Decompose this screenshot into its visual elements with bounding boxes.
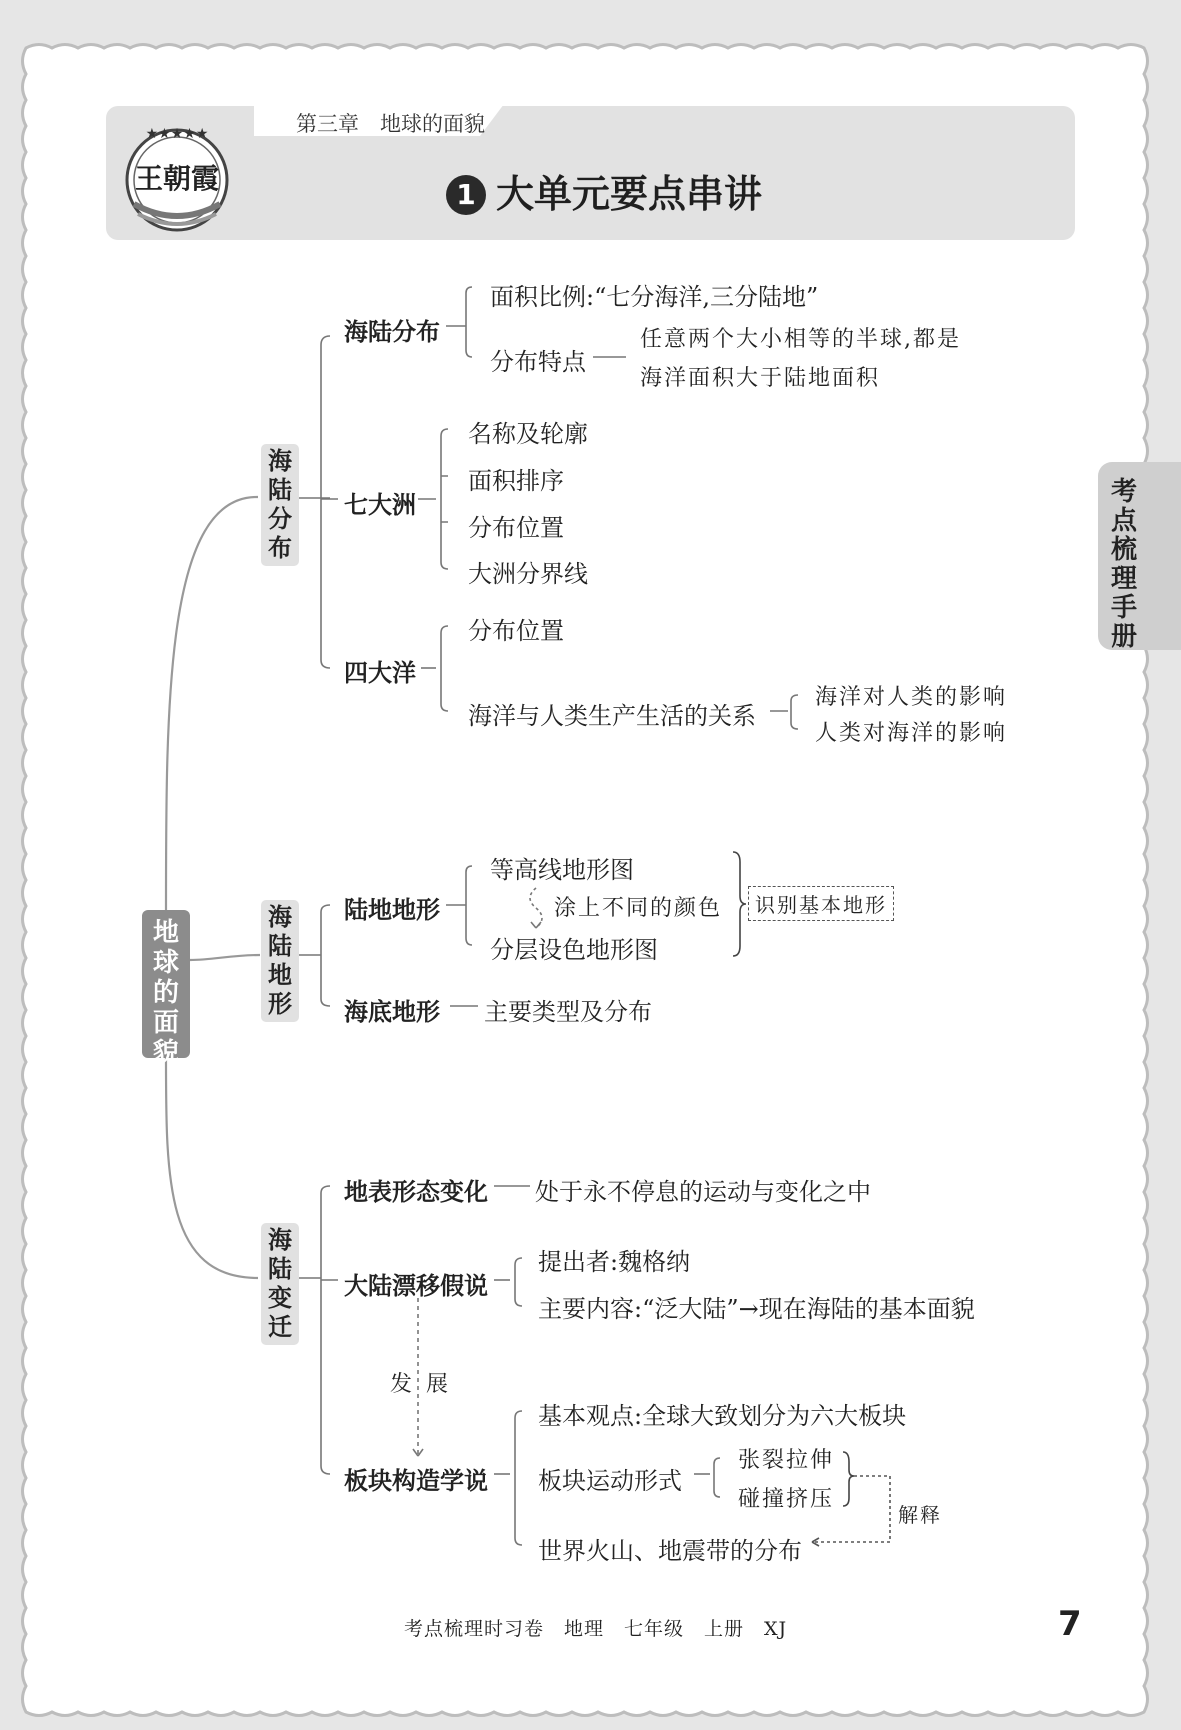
ocean-human-relation: 海洋与人类生产生活的关系	[468, 702, 756, 730]
color-note: 涂上不同的颜色	[554, 896, 723, 921]
motion-collision: 碰撞挤压	[738, 1487, 835, 1512]
feature-line-1: 任意两个大小相等的半球,都是	[640, 327, 961, 352]
svg-text:★★★★★: ★★★★★	[145, 126, 209, 142]
plate-motion-forms: 板块运动形式	[538, 1467, 682, 1495]
node-four-oceans: 四大洋	[344, 659, 416, 687]
plate-basic-view: 基本观点:全球大致划分为六大板块	[538, 1402, 907, 1430]
branch-hailu-bianqian: 海陆变迁	[261, 1223, 299, 1345]
continent-item-3: 分布位置	[468, 514, 564, 542]
node-plate-tectonics: 板块构造学说	[344, 1467, 488, 1495]
seabed-types: 主要类型及分布	[484, 998, 652, 1026]
layered-color-map: 分层设色地形图	[490, 936, 658, 964]
branch-hailu-dixing: 海陆地形	[261, 900, 299, 1022]
develop-label-2: 展	[426, 1372, 451, 1397]
root-node: 地球的面貌	[142, 910, 190, 1058]
node-land-terrain: 陆地地形	[344, 896, 440, 924]
node-surface-change: 地表形态变化	[344, 1178, 488, 1206]
surface-change-desc: 处于永不停息的运动与变化之中	[535, 1178, 871, 1206]
chapter-label: 第三章 地球的面貌	[296, 112, 485, 136]
develop-label-1: 发	[390, 1372, 415, 1397]
drift-proposer: 提出者:魏格纳	[538, 1248, 691, 1276]
footer-text: 考点梳理时习卷 地理 七年级 上册 XJ	[404, 1618, 788, 1640]
node-seven-continents: 七大洲	[344, 491, 416, 519]
logo-text: 王朝霞	[134, 162, 220, 195]
node-seabed-terrain: 海底地形	[344, 998, 440, 1026]
explain-label: 解释	[898, 1503, 942, 1527]
continent-item-4: 大洲分界线	[468, 560, 588, 588]
contour-map: 等高线地形图	[490, 856, 634, 884]
section-title-text: 大单元要点串讲	[496, 172, 763, 216]
drift-content: 主要内容:“泛大陆”→现在海陆的基本面貌	[538, 1295, 975, 1323]
ocean-distribution: 分布位置	[468, 617, 564, 645]
volcano-earthquake-belts: 世界火山、地震带的分布	[538, 1537, 802, 1565]
feature-line-2: 海洋面积大于陆地面积	[640, 366, 881, 391]
side-tab-label: 考点梳理手册	[1110, 477, 1137, 652]
human-effect-on-ocean: 人类对海洋的影响	[815, 721, 1008, 746]
identify-terrain-box: 识别基本地形	[748, 886, 894, 921]
node-continental-drift: 大陆漂移假说	[344, 1272, 488, 1300]
section-number-badge: 1	[446, 175, 486, 215]
node-distribution-feature: 分布特点	[490, 348, 586, 376]
node-hailu-distribution: 海陆分布	[344, 318, 440, 346]
motion-rifting: 张裂拉伸	[738, 1448, 835, 1473]
branch-haiLu-fenbu: 海陆分布	[261, 444, 299, 566]
ocean-effect-on-human: 海洋对人类的影响	[815, 685, 1008, 710]
continent-item-2: 面积排序	[468, 467, 564, 495]
node-area-ratio: 面积比例:“七分海洋,三分陆地”	[490, 283, 819, 311]
continent-item-1: 名称及轮廓	[468, 420, 588, 448]
page-number: 7	[1058, 1604, 1082, 1644]
